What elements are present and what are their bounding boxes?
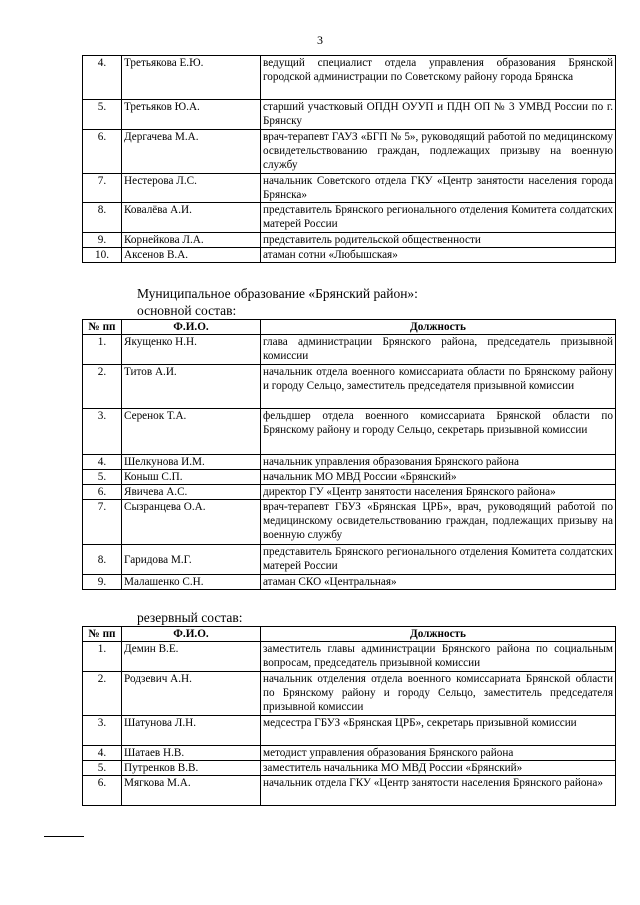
table-row <box>83 672 616 716</box>
row-number: 6. <box>83 776 122 806</box>
row-number: 8. <box>83 545 122 575</box>
row-number: 5. <box>83 470 122 485</box>
member-name: Корнейкова Л.А. <box>122 233 261 248</box>
member-position: представитель Брянского регионального отделения Комитета солдатских матерей России <box>261 203 616 233</box>
row-number: 5. <box>83 761 122 776</box>
member-name: Малашенко С.Н. <box>122 575 261 590</box>
member-name: Якущенко Н.Н. <box>122 335 261 365</box>
member-name: Нестерова Л.С. <box>122 174 261 203</box>
member-name: Демин В.Е. <box>122 642 261 672</box>
table-row <box>83 470 616 485</box>
member-position: начальник отдела ГКУ «Центр занятости населения Брянского района» <box>261 776 616 806</box>
member-name: Путренков В.В. <box>122 761 261 776</box>
member-position: заместитель главы администрации Брянского района по социальным вопросам, председатель призывной комиссии <box>261 642 616 672</box>
member-name: Родзевич А.Н. <box>122 672 261 716</box>
row-number: 9. <box>83 233 122 248</box>
member-position: методист управления образования Брянского района <box>261 746 616 761</box>
member-name: Сызранцева О.А. <box>122 500 261 545</box>
member-name: Аксенов В.А. <box>122 248 261 263</box>
main-composition-table <box>82 319 616 590</box>
header-name: Ф.И.О. <box>122 320 261 335</box>
table-row <box>83 56 616 100</box>
row-number: 3. <box>83 409 122 455</box>
table-row <box>83 500 616 545</box>
member-position: начальник отделения отдела военного комиссариата Брянской области по Брянскому району и городу Сельцо, заместитель председателя призывной комиссии <box>261 672 616 716</box>
member-position: фельдшер отдела военного комиссариата Брянской области по Брянскому району и городу Сельцо, секретарь призывной комиссии <box>261 409 616 455</box>
table-row <box>83 575 616 590</box>
table-header-row <box>83 320 616 335</box>
table-row <box>83 130 616 174</box>
table-row <box>83 100 616 130</box>
member-name: Ковалёва А.И. <box>122 203 261 233</box>
row-number: 1. <box>83 335 122 365</box>
table-row <box>83 409 616 455</box>
row-number: 8. <box>83 203 122 233</box>
table-row <box>83 174 616 203</box>
member-position: начальник МО МВД России «Брянский» <box>261 470 616 485</box>
header-name: Ф.И.О. <box>122 627 261 642</box>
member-position: ведущий специалист отдела управления образования Брянской городской администрации по Советскому району города Брянска <box>261 56 616 100</box>
member-position: начальник управления образования Брянского района <box>261 455 616 470</box>
table-row <box>83 335 616 365</box>
member-name: Шелкунова И.М. <box>122 455 261 470</box>
member-name: Гаридова М.Г. <box>122 545 261 575</box>
table-header-row <box>83 627 616 642</box>
member-position: атаман сотни «Любышская» <box>261 248 616 263</box>
row-number: 3. <box>83 716 122 746</box>
reserve-composition-table <box>82 626 616 806</box>
section-title: Муниципальное образование «Брянский район»: <box>137 286 418 301</box>
member-position: заместитель начальника МО МВД России «Брянский» <box>261 761 616 776</box>
row-number: 4. <box>83 455 122 470</box>
header-position: Должность <box>261 627 616 642</box>
table-row <box>83 716 616 746</box>
member-name: Шатаев Н.В. <box>122 746 261 761</box>
member-name: Мягкова М.А. <box>122 776 261 806</box>
member-position: старший участковый ОПДН ОУУП и ПДН ОП № 3 УМВД России по г. Брянску <box>261 100 616 130</box>
commission-table-continued <box>82 55 616 263</box>
table-row <box>83 455 616 470</box>
member-position: начальник Советского отдела ГКУ «Центр занятости населения города Брянска» <box>261 174 616 203</box>
table-row <box>83 203 616 233</box>
row-number: 2. <box>83 672 122 716</box>
table-row <box>83 761 616 776</box>
row-number: 6. <box>83 485 122 500</box>
header-position: Должность <box>261 320 616 335</box>
row-number: 2. <box>83 365 122 409</box>
member-position: врач-терапевт ГБУЗ «Брянская ЦРБ», врач, руководящий работой по медицинскому освидетельствованию граждан, подлежащих призыву на военную службу <box>261 500 616 545</box>
table-row <box>83 485 616 500</box>
row-number: 7. <box>83 174 122 203</box>
member-name: Титов А.И. <box>122 365 261 409</box>
member-position: представитель родительской общественности <box>261 233 616 248</box>
table-row <box>83 776 616 806</box>
page-number: 3 <box>317 33 323 47</box>
header-number: № пп <box>83 320 122 335</box>
footnote-rule <box>44 836 84 837</box>
row-number: 4. <box>83 56 122 100</box>
member-position: медсестра ГБУЗ «Брянская ЦРБ», секретарь призывной комиссии <box>261 716 616 746</box>
member-name: Явичева А.С. <box>122 485 261 500</box>
table-row <box>83 545 616 575</box>
table-row <box>83 233 616 248</box>
member-position: начальник отдела военного комиссариата области по Брянскому району и городу Сельцо, заместитель председателя призывной комиссии <box>261 365 616 409</box>
member-name: Серенок Т.А. <box>122 409 261 455</box>
header-number: № пп <box>83 627 122 642</box>
row-number: 7. <box>83 500 122 545</box>
section-subtitle: основной состав: <box>137 303 237 318</box>
member-name: Коныш С.П. <box>122 470 261 485</box>
member-position: представитель Брянского регионального отделения Комитета солдатских матерей России <box>261 545 616 575</box>
table-row <box>83 248 616 263</box>
table-row <box>83 365 616 409</box>
member-name: Третьяков Ю.А. <box>122 100 261 130</box>
row-number: 10. <box>83 248 122 263</box>
member-position: врач-терапевт ГАУЗ «БГП № 5», руководящий работой по медицинскому освидетельствованию граждан, подлежащих призыву на военную службу <box>261 130 616 174</box>
member-name: Шатунова Л.Н. <box>122 716 261 746</box>
table-row <box>83 746 616 761</box>
row-number: 4. <box>83 746 122 761</box>
row-number: 1. <box>83 642 122 672</box>
row-number: 6. <box>83 130 122 174</box>
table-row <box>83 642 616 672</box>
member-name: Третьякова Е.Ю. <box>122 56 261 100</box>
member-position: атаман СКО «Центральная» <box>261 575 616 590</box>
member-position: глава администрации Брянского района, председатель призывной комиссии <box>261 335 616 365</box>
section-subtitle: резервный состав: <box>137 610 243 625</box>
row-number: 9. <box>83 575 122 590</box>
member-position: директор ГУ «Центр занятости населения Брянского района» <box>261 485 616 500</box>
member-name: Дергачева М.А. <box>122 130 261 174</box>
row-number: 5. <box>83 100 122 130</box>
